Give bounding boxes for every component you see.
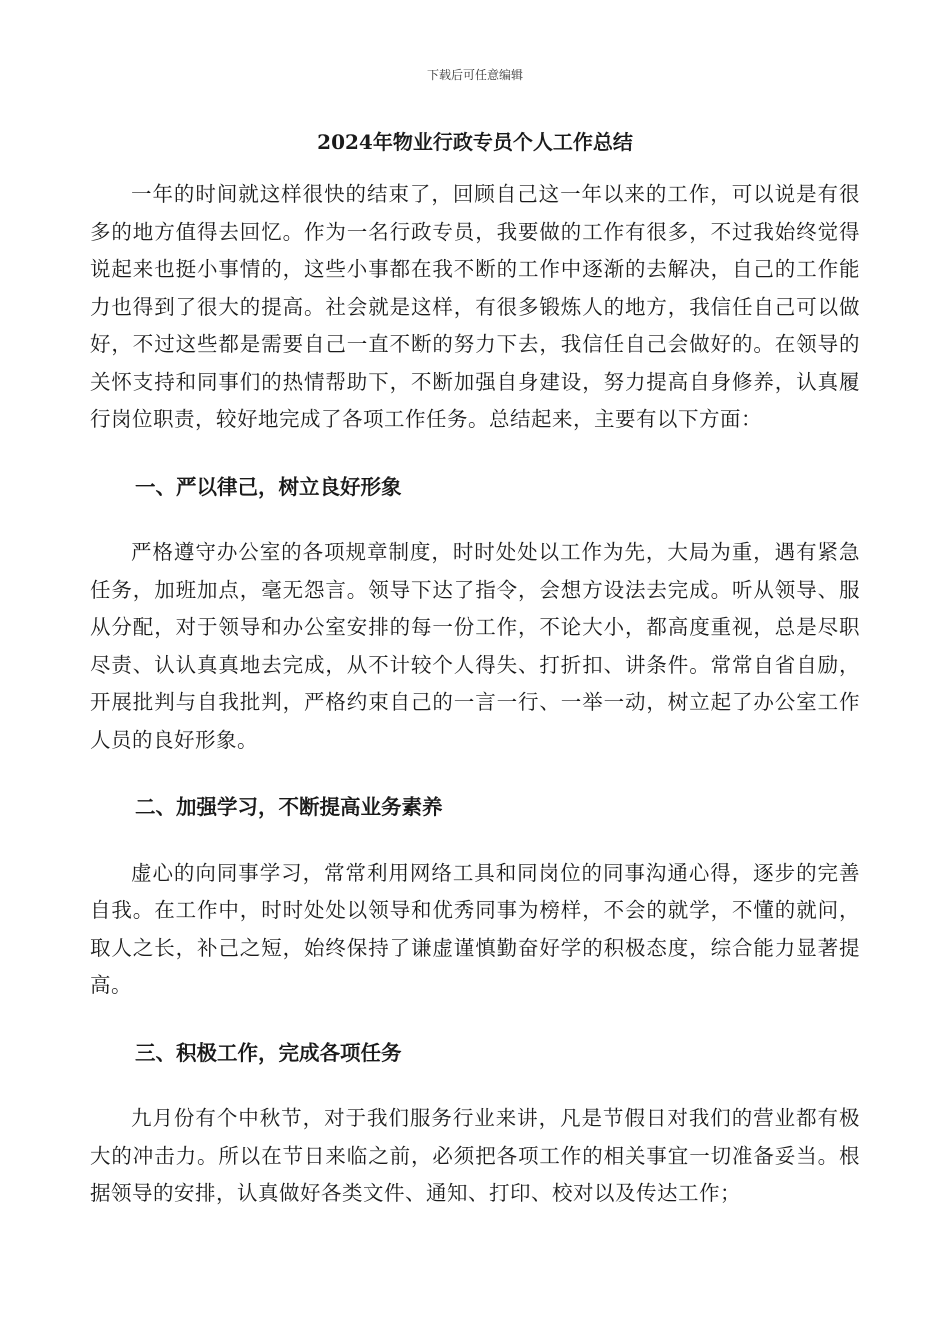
section-paragraph-3: 九月份有个中秋节，对于我们服务行业来讲，凡是节假日对我们的营业都有极大的冲击力。所以在节日来临之前，必须把各项工作的相关事宜一切准备妥当。根据领导的安排，认真做好各类文件、通知、打印、校对以及传达工作； (90, 1106, 860, 1205)
document-title: 2024年物业行政专员个人工作总结 (317, 130, 633, 154)
section-heading-1: 一、严以律己，树立良好形象 (135, 474, 402, 499)
header-note: 下载后可任意编辑 (426, 68, 523, 82)
section-heading-3: 三、积极工作，完成各项任务 (135, 1040, 402, 1065)
intro-paragraph: 一年的时间就这样很快的结束了，回顾自己这一年以来的工作，可以说是有很多的地方值得去回忆。作为一名行政专员，我要做的工作有很多，不过我始终觉得说起来也挺小事情的，这些小事都在我不断的工作中逐渐的去解决，自己的工作能力也得到了很大的提高。社会就是这样，有很多锻炼人的地方，我信任自己可以做好，不过这些都是需要自己一直不断的努力下去，我信任自己会做好的。在领导的关怀支持和同事们的热情帮助下，不断加强自身建设，努力提高自身修养，认真履行岗位职责，较好地完成了各项工作任务。总结起来，主要有以下方面： (90, 182, 860, 431)
document-body (90, 176, 860, 1213)
section-heading-2: 二、加强学习，不断提高业务素养 (135, 795, 443, 819)
section-paragraph-1: 严格遵守办公室的各项规章制度，时时处处以工作为先，大局为重，遇有紧急任务，加班加点，毫无怨言。领导下达了指令，会想方设法去完成。听从领导、服从分配，对于领导和办公室安排的每一份工作，不论大小，都高度重视，总是尽职尽责、认认真真地去完成，从不计较个人得失、打折扣、讲条件。常常自省自励，开展批判与自我批判，严格约束自己的一言一行、一举一动，树立起了办公室工作人员的良好形象。 (90, 540, 860, 752)
section-paragraph-2: 虚心的向同事学习，常常利用网络工具和同岗位的同事沟通心得，逐步的完善自我。在工作中，时时处处以领导和优秀同事为榜样，不会的就学，不懂的就问，取人之长，补己之短，始终保持了谦虚谨慎勤奋好学的积极态度，综合能力显著提高。 (90, 860, 860, 997)
